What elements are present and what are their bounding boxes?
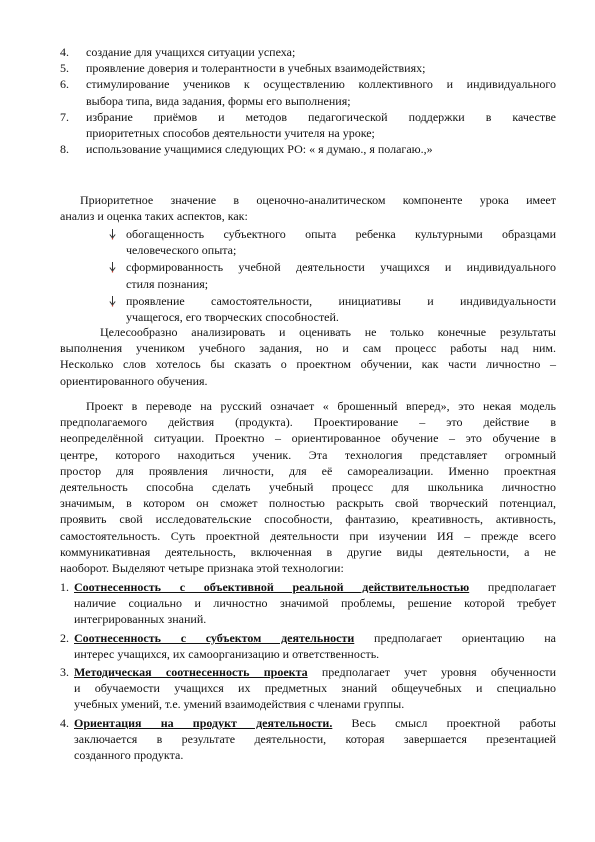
- paragraph-line: неопределённой ситуации. Проектно – ориентированное обучение – это обучение в: [60, 431, 556, 446]
- item-text: интерес учащихся, их самоорганизацию и ответственность.: [74, 646, 380, 661]
- item-text: предполагает: [469, 580, 557, 594]
- bullet-list: [108, 226, 556, 326]
- list-item: [60, 44, 556, 60]
- bullet-item: [108, 259, 556, 291]
- item-text: интегрированных знаний.: [74, 612, 207, 627]
- item-text: предполагает ориентацию на: [354, 630, 556, 645]
- bullet-text: учащегося, его творческих способностей.: [126, 310, 339, 325]
- item-first-line: [74, 630, 556, 646]
- arrow-bullet-icon: [108, 261, 117, 273]
- bullet-item: [108, 226, 556, 258]
- paragraph-line: коммуникативная деятельность, включенная в другие виды деятельности, а не: [60, 544, 556, 559]
- item-text: и обучаемости учащихся их предметных знаний общеучебных и специально: [74, 681, 556, 696]
- bullet-text: обогащенность субъектного опыта ребенка культурными образцами: [126, 227, 556, 241]
- item-number: 5.: [60, 61, 69, 76]
- paragraph-line: предполагаемого действия (продукта). Проектирование – это действие в: [60, 415, 556, 430]
- paragraph-line: Несколько слов хотелось бы сказать о проектном обучении, как части личностно –: [60, 357, 556, 372]
- item-text: созданного продукта.: [74, 748, 184, 763]
- bullet-item: [108, 293, 556, 325]
- paragraph-line: простор для проявления личности, для её самореализации. Именно проектная: [60, 463, 556, 478]
- paragraph-line: Проект в переводе на русский означает « брошенный вперед», это некая модель: [86, 399, 556, 413]
- item-first-line: [74, 715, 556, 731]
- item-number: 2.: [60, 630, 69, 645]
- list-item: [60, 76, 556, 108]
- item-text: выбора типа, вида задания, формы его выполнения;: [86, 93, 351, 108]
- paragraph-line: ориентированного обучения.: [60, 373, 208, 388]
- bullet-text: сформированность учебной деятельности учащихся и индивидуального: [126, 260, 556, 275]
- item-text: проявление доверия и толерантности в учебных взаимодействиях;: [86, 61, 426, 76]
- paragraph-analysis: [60, 324, 556, 389]
- paragraph-line: Приоритетное значение в оценочно-аналитическом компоненте урока имеет: [80, 193, 556, 207]
- item-text: использование учащимися следующих РО: « я думаю., я полагаю.,»: [86, 142, 433, 157]
- paragraph-line: проявить свой исследовательские способности, фантазию, креативность, активность,: [60, 512, 556, 527]
- item-number: 6.: [60, 77, 69, 92]
- intro-paragraph: [60, 192, 556, 224]
- item-text: Весь смысл проектной работы: [332, 715, 556, 730]
- paragraph-line: Целесообразно анализировать и оценивать не только конечные результаты: [100, 325, 556, 339]
- numbered-list-top: [60, 44, 556, 157]
- item-term: Соотнесенность с объективной реальной действительностью: [74, 580, 470, 594]
- bullet-text: проявление самостоятельности, инициативы и индивидуальности: [126, 293, 556, 308]
- item-first-line: [74, 579, 556, 595]
- item-number: 4.: [60, 715, 69, 730]
- list-item: [60, 141, 556, 157]
- paragraph-line: наоборот. Выделяют четыре признака этой технологии:: [60, 561, 344, 576]
- list-item: [60, 60, 556, 76]
- item-number: 7.: [60, 109, 69, 124]
- item-number: 3.: [60, 665, 69, 680]
- list-item: [60, 579, 556, 628]
- arrow-bullet-icon: [108, 228, 117, 240]
- list-item: [60, 715, 556, 764]
- paragraph-line: деятельность способна сделать учебный процесс для школьника личностно: [60, 480, 556, 495]
- item-text: предполагает учет уровня обученности: [307, 665, 557, 680]
- item-text: наличие социально и личностно значимой проблемы, решение которой требует: [74, 596, 556, 611]
- paragraph-line: выполнения учеником учебного задания, но и сам процесс работы над ним.: [60, 341, 556, 356]
- item-text: создание для учащихся ситуации успеха;: [86, 45, 296, 59]
- arrow-bullet-icon: [108, 295, 117, 307]
- paragraph-line: анализ и оценка таких аспектов, как:: [60, 209, 248, 224]
- numbered-list-features: [60, 579, 556, 765]
- paragraph-project: [60, 398, 556, 576]
- item-first-line: [74, 664, 556, 680]
- bullet-text: стиля познания;: [126, 276, 209, 291]
- item-text: стимулирование учеников к осуществлению коллективного и индивидуального: [86, 77, 556, 92]
- item-text: приоритетных способов деятельности учителя на уроке;: [86, 126, 375, 141]
- list-item: [60, 109, 556, 141]
- item-term: Соотнесенность с субъектом деятельности: [74, 630, 355, 645]
- item-term: Ориентация на продукт деятельности.: [74, 715, 333, 730]
- item-number: 4.: [60, 45, 69, 59]
- item-text: заключается в результате деятельности, которая завершается презентацией: [74, 731, 556, 746]
- paragraph-line: центре, которого находиться ученик. Эта технология представляет огромный: [60, 447, 556, 462]
- item-text: избрание приёмов и методов педагогической поддержки в качестве: [86, 109, 556, 124]
- item-number: 8.: [60, 142, 69, 157]
- paragraph-line: самостоятельность. Суть проектной деятельности при изучении ИЯ – прежде всего: [60, 528, 556, 543]
- paragraph-line: значимым, в котором он сможет полностью раскрыть свой творческий потенциал,: [60, 496, 556, 511]
- list-item: [60, 630, 556, 662]
- item-number: 1.: [60, 580, 69, 594]
- list-item: [60, 664, 556, 713]
- item-term: Методическая соотнесенность проекта: [74, 665, 308, 680]
- bullet-text: человеческого опыта;: [126, 243, 237, 258]
- item-text: учебных умений, т.е. умений взаимодействия с членами группы.: [74, 697, 405, 712]
